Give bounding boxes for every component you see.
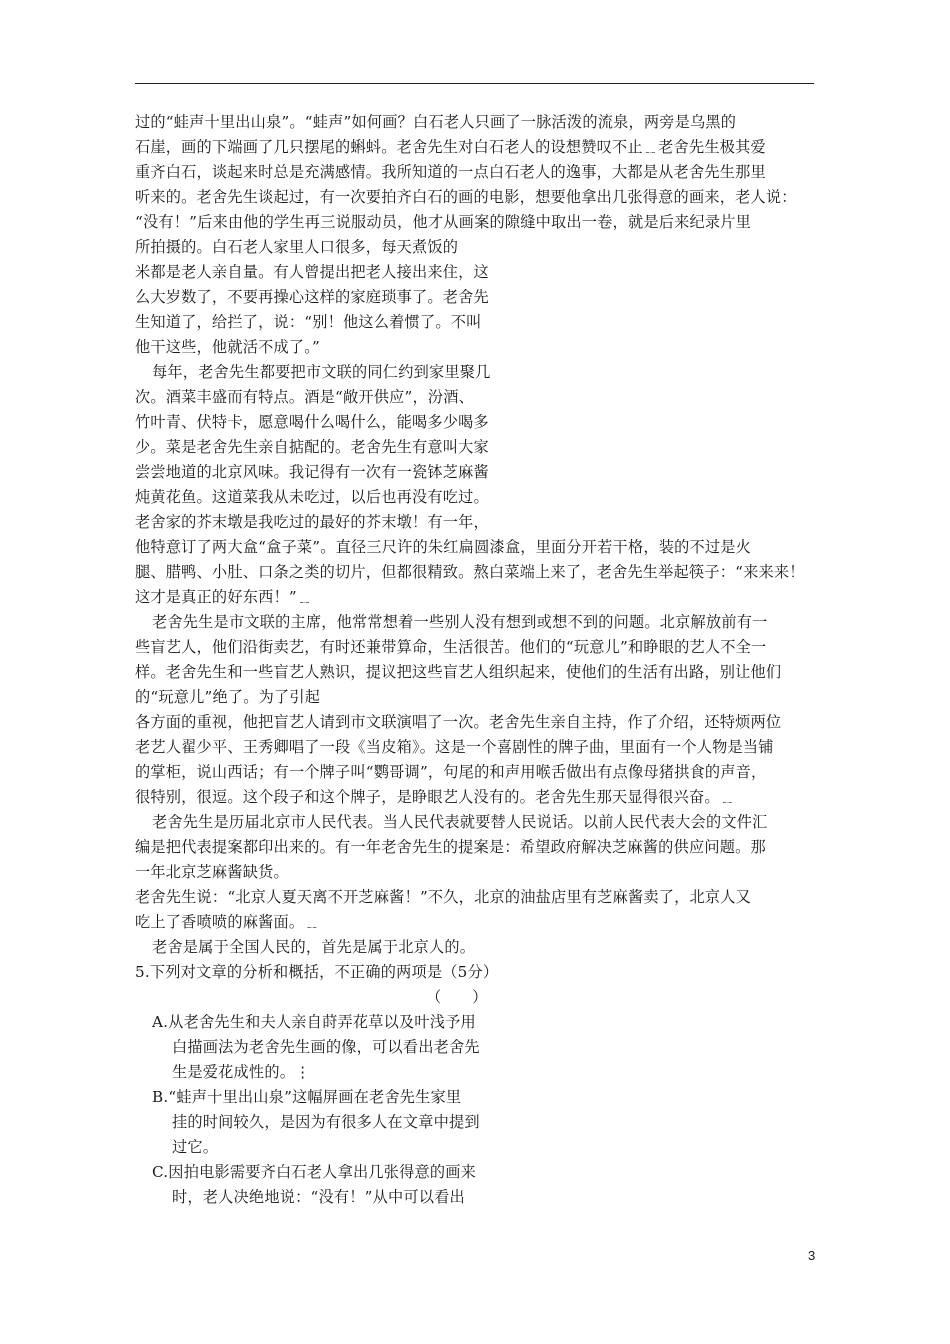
text-line: 听来的。老舍先生谈起过，有一次要拍齐白石的画的电影，想要他拿出几张得意的画来，老人说：	[135, 188, 797, 206]
text-line: 次。酒菜丰盛而有特点。酒是“敞开供应”，汾酒、	[135, 388, 475, 406]
text-line: 竹叶青、伏特卡，愿意喝什么喝什么，能喝多少喝多	[135, 413, 489, 431]
text-line: 些盲艺人，他们沿街卖艺，有时还兼带算命，生活很苦。他们的“玩意儿”和睁眼的艺人不全一	[135, 638, 767, 656]
text-line: 石崖，画的下端画了几只摆尾的蝌蚪。老舍先生对白石老人的设想赞叹不止﹎老舍先生极其爱	[135, 138, 766, 156]
text-line: 他特意订了两大盒“盒子菜”。直径三尺许的朱红扁圆漆盒，里面分开若干格，装的不过是火	[135, 538, 752, 556]
text-line: 的掌柜，说山西话；有一个牌子叫“鹦哥调”，句尾的和声用喉舌做出有点像母猪拱食的声音，	[135, 763, 767, 781]
text-line: 所拍摄的。白石老人家里人口很多，每天煮饭的	[135, 238, 459, 256]
text-line: 这才是真正的好东西！”﹎	[135, 588, 313, 606]
text-line: 很特别，很逗。这个段子和这个牌子，是睁眼艺人没有的。老舍先生那天显得很兴奋。﹎	[135, 788, 736, 806]
text-line: B.“蛙声十里出山泉”这幅屏画在老舍先生家里	[152, 1088, 462, 1106]
text-line: 老舍家的芥末墩是我吃过的最好的芥末墩！有一年，	[135, 513, 489, 531]
text-line: 样。老舍先生和一些盲艺人熟识，提议把这些盲艺人组织起来，使他们的生活有出路，别让他们	[135, 663, 782, 681]
text-line: 老舍先生说：“北京人夏天离不开芝麻酱！”不久，北京的油盐店里有芝麻酱卖了，北京人又	[135, 888, 752, 906]
text-line: 生是爱花成性的。⋮	[172, 1063, 311, 1081]
text-line: 过它。	[172, 1138, 219, 1156]
text-line: 过的“蛙声十里出山泉”。“蛙声”如何画？白石老人只画了一脉活泼的流泉，两旁是乌黑的	[135, 113, 737, 131]
text-line: 一年北京芝麻酱缺货。	[135, 863, 289, 881]
text-line: 每年，老舍先生都要把市文联的同仁约到家里聚几	[152, 363, 491, 381]
text-line: 的“玩意儿”绝了。为了引起	[135, 688, 321, 706]
text-line: 老艺人翟少平、王秀卿唱了一段《当皮箱》。这是一个喜剧性的牌子曲，里面有一个人物是当铺	[135, 738, 774, 756]
text-line: 生知道了，给拦了，说：“别！他这么着惯了。不叫	[135, 313, 482, 331]
text-line: 各方面的重视，他把盲艺人请到市文联演唱了一次。老舍先生亲自主持，作了介绍，还特烦两位	[135, 713, 782, 731]
text-line: 炖黄花鱼。这道菜我从未吃过，以后也再没有吃过。	[135, 488, 489, 506]
text-line: 米都是老人亲自量。有人曾提出把老人接出来住，这	[135, 263, 489, 281]
text-line: 少。菜是老舍先生亲自掂配的。老舍先生有意叫大家	[135, 438, 489, 456]
page-number: 3	[808, 1248, 816, 1263]
text-line: 白描画法为老舍先生画的像，可以看出老舍先	[172, 1038, 480, 1056]
text-line: （ ）	[426, 988, 488, 1006]
text-line: 么大岁数了，不要再操心这样的家庭琐事了。老舍先	[135, 288, 489, 306]
text-line: 挂的时间较久，是因为有很多人在文章中提到	[172, 1113, 480, 1131]
text-line: 吃上了香喷喷的麻酱面。﹎	[135, 913, 320, 931]
text-line: 他干这些，他就活不成了。”	[135, 338, 321, 356]
text-line: 时，老人决绝地说：“没有！”从中可以看出	[172, 1188, 465, 1206]
text-line: A.从老舍先生和夫人亲自莳弄花草以及叶浅予用	[152, 1013, 476, 1031]
text-line: 尝尝地道的北京风味。我记得有一次有一瓷钵芝麻酱	[135, 463, 489, 481]
text-line: 5.下列对文章的分析和概括，不正确的两项是（5分）	[135, 963, 499, 981]
text-line: 编是把代表提案都印出来的。有一年老舍先生的提案是：希望政府解决芝麻酱的供应问题。那	[135, 838, 766, 856]
text-line: 老舍先生是市文联的主席，他常常想着一些别人没有想到或想不到的问题。北京解放前有一	[152, 613, 768, 631]
text-line: 重齐白石，谈起来时总是充满感情。我所知道的一点白石老人的逸事，大都是从老舍先生那里	[135, 163, 766, 181]
text-line: “没有！”后来由他的学生再三说服动员，他才从画案的隙缝中取出一卷，就是后来纪录片里	[135, 213, 752, 231]
text-line: 老舍先生是历届北京市人民代表。当人民代表就要替人民说话。以前人民代表大会的文件汇	[152, 813, 768, 831]
text-line: C.因拍电影需要齐白石老人拿出几张得意的画来	[152, 1163, 477, 1181]
text-line: 老舍是属于全国人民的，首先是属于北京人的。	[152, 938, 476, 956]
text-line: 腿、腊鸭、小肚、口条之类的切片，但都很精致。熬白菜端上来了，老舍先生举起筷子：“来来来！	[135, 563, 805, 581]
